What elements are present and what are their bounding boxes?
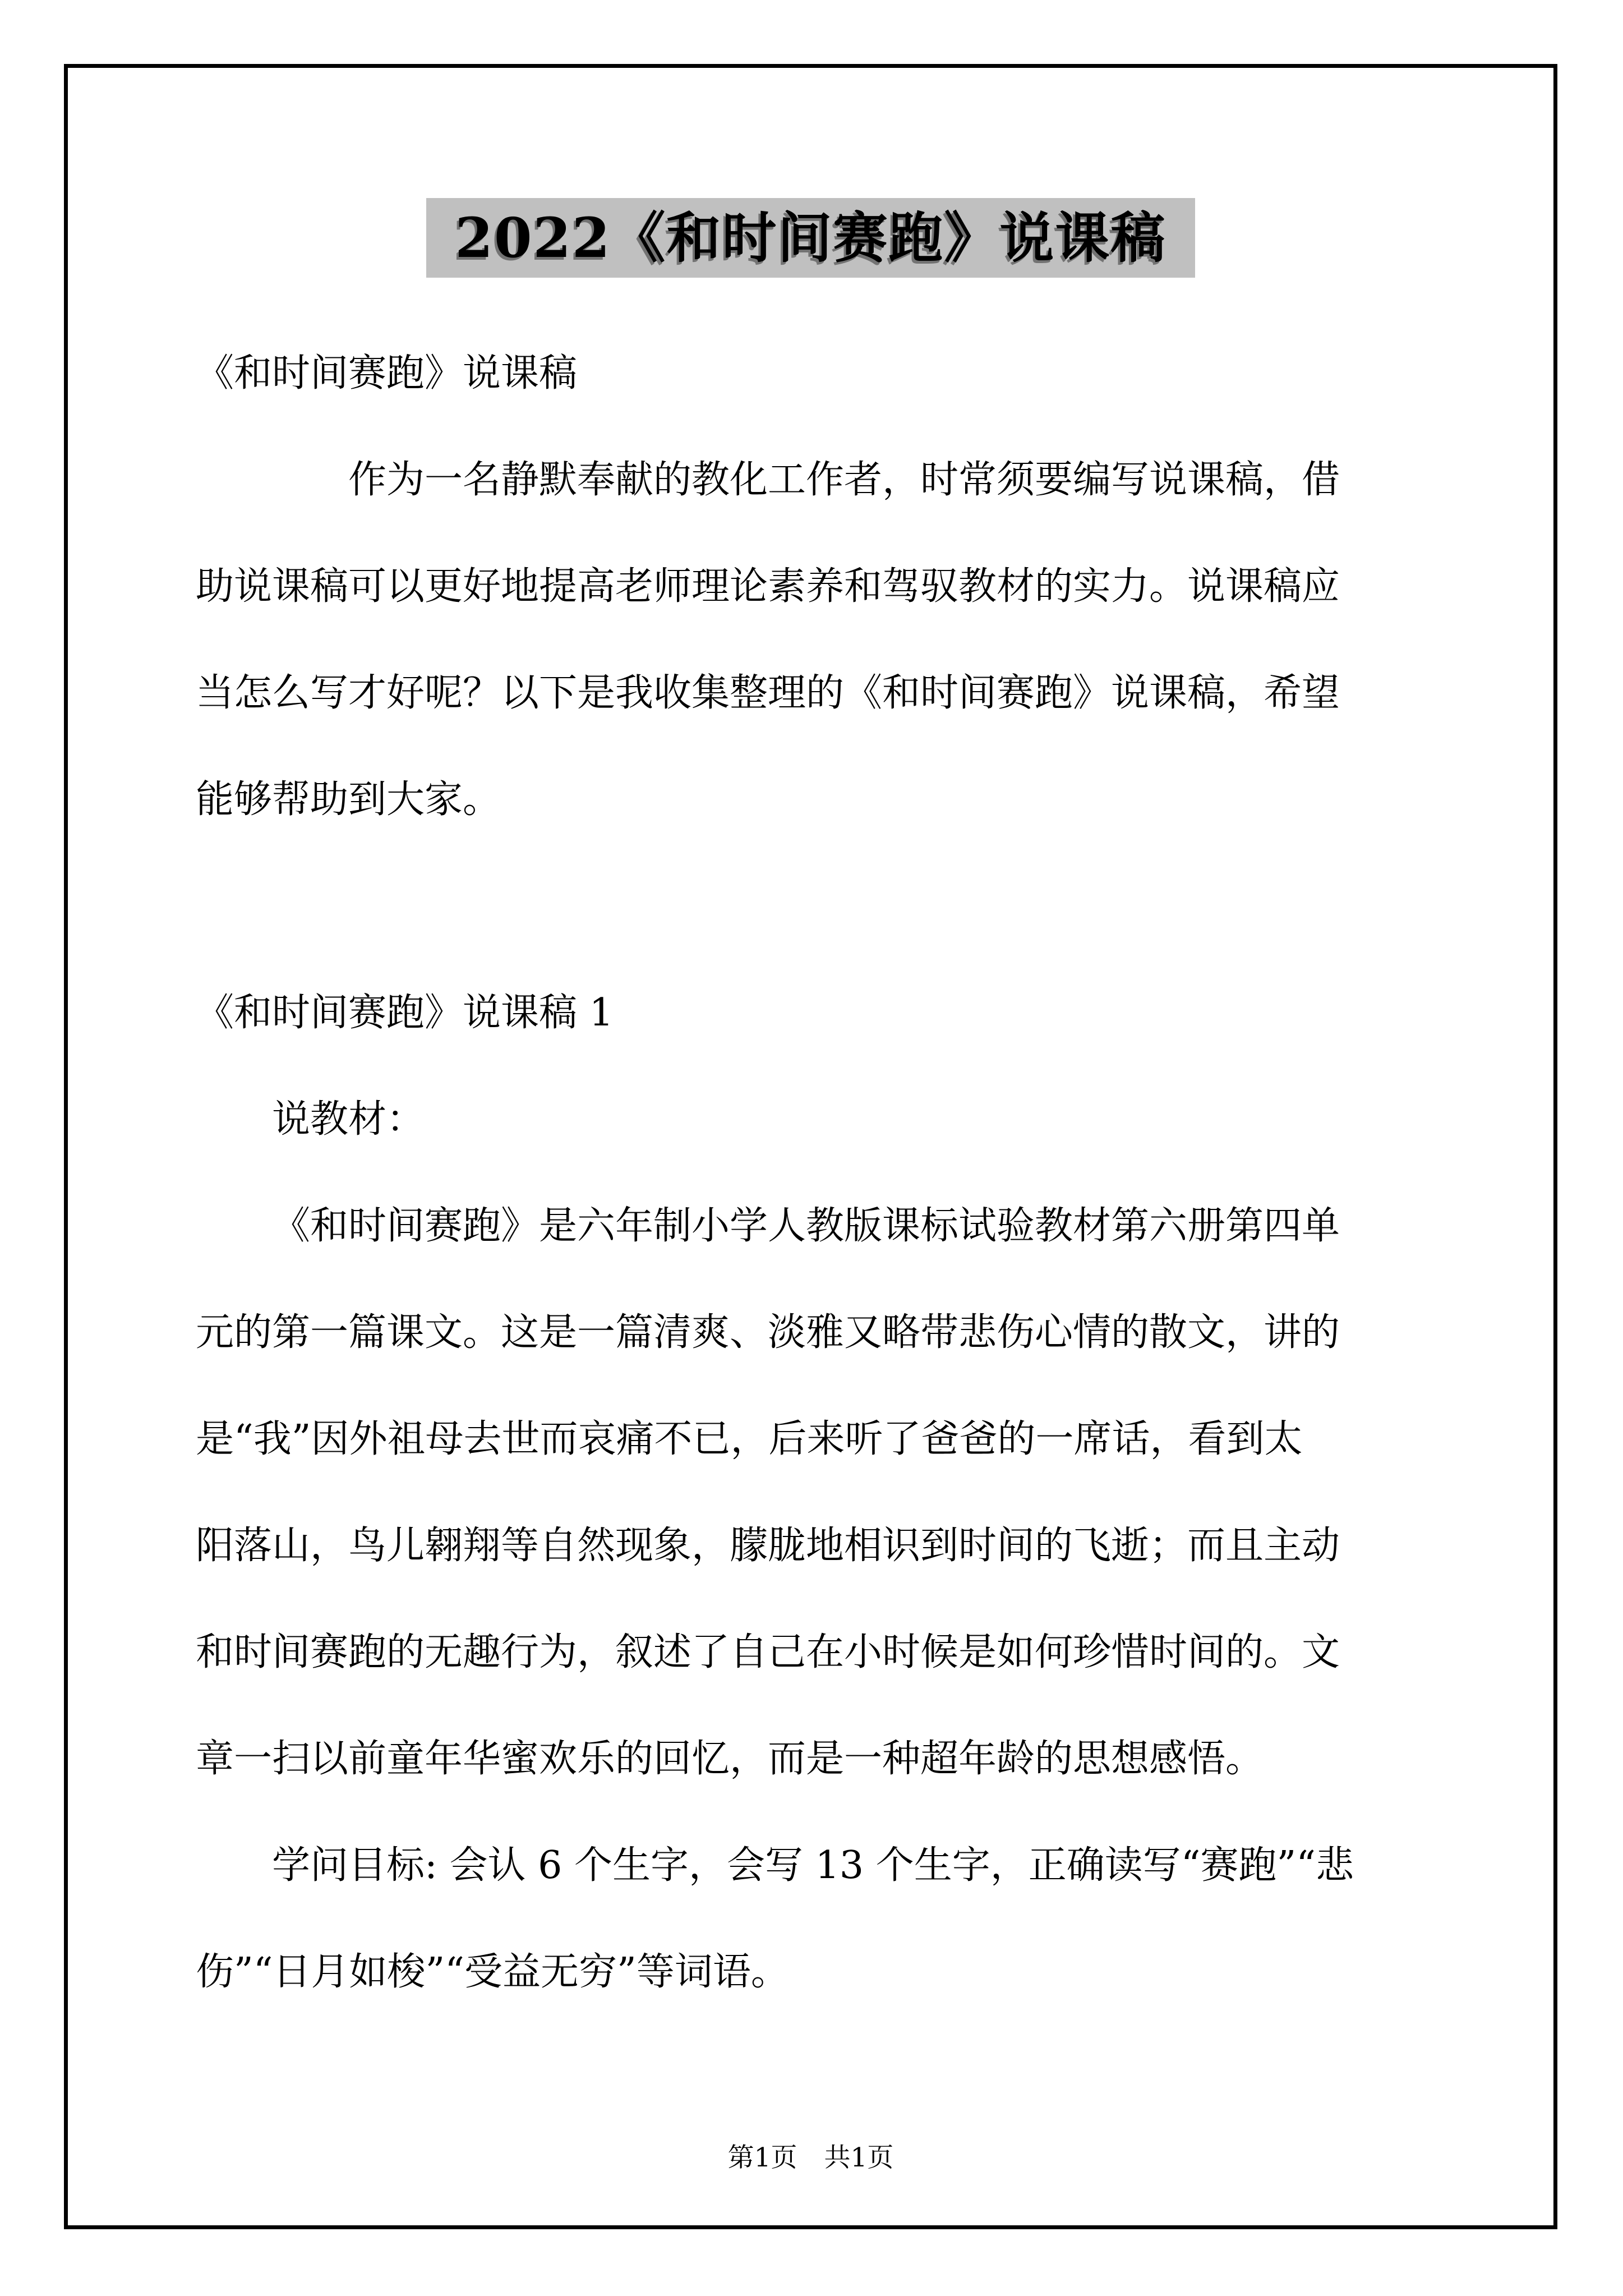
text-line: 作为一名静默奉献的教化工作者，时常须要编写说课稿，借 [348, 458, 1340, 502]
text-line: 元的第一篇课文。这是一篇清爽、淡雅又略带悲伤心情的散文，讲的 [196, 1310, 1340, 1355]
text-line: 《和时间赛跑》说课稿 1 [196, 991, 614, 1035]
text-line: 当怎么写才好呢？以下是我收集整理的《和时间赛跑》说课稿，希望 [196, 671, 1340, 715]
text-line: 说教材： [272, 1097, 425, 1142]
text-line: 阳落山，鸟儿翱翔等自然现象，朦胧地相识到时间的飞逝；而且主动 [196, 1524, 1340, 1568]
footer-total-pages: 共1页 [824, 2142, 894, 2173]
text-line: 和时间赛跑的无趣行为，叙述了自己在小时候是如何珍惜时间的。文 [196, 1630, 1340, 1674]
footer-current-page: 第1页 [727, 2142, 797, 2173]
text-line [196, 853, 1447, 960]
document-title: 2022《和时间赛跑》说课稿 [426, 198, 1196, 278]
text-line: 能够帮助到大家。 [196, 777, 501, 822]
text-line: 章一扫以前童年华蜜欢乐的回忆，而是一种超年龄的思想感悟。 [196, 1737, 1264, 1781]
document-body [68, 320, 1553, 2026]
text-line: 是“我”因外祖母去世而哀痛不已，后来听了爸爸的一席话，看到太 [196, 1417, 1303, 1461]
page-border [64, 64, 1557, 2229]
text-line: 《和时间赛跑》说课稿 [196, 351, 578, 395]
title-row [68, 198, 1553, 278]
text-line: 学问目标: 会认 6 个生字，会写 13 个生字，正确读写“赛跑”“悲 [272, 1843, 1354, 1888]
page-footer [68, 2142, 1553, 2174]
text-line: 伤”“日月如梭”“受益无穷”等词语。 [196, 1950, 789, 1994]
text-line: 《和时间赛跑》是六年制小学人教版课标试验教材第六册第四单 [272, 1204, 1340, 1248]
text-line: 助说课稿可以更好地提高老师理论素养和驾驭教材的实力。说课稿应 [196, 564, 1340, 609]
